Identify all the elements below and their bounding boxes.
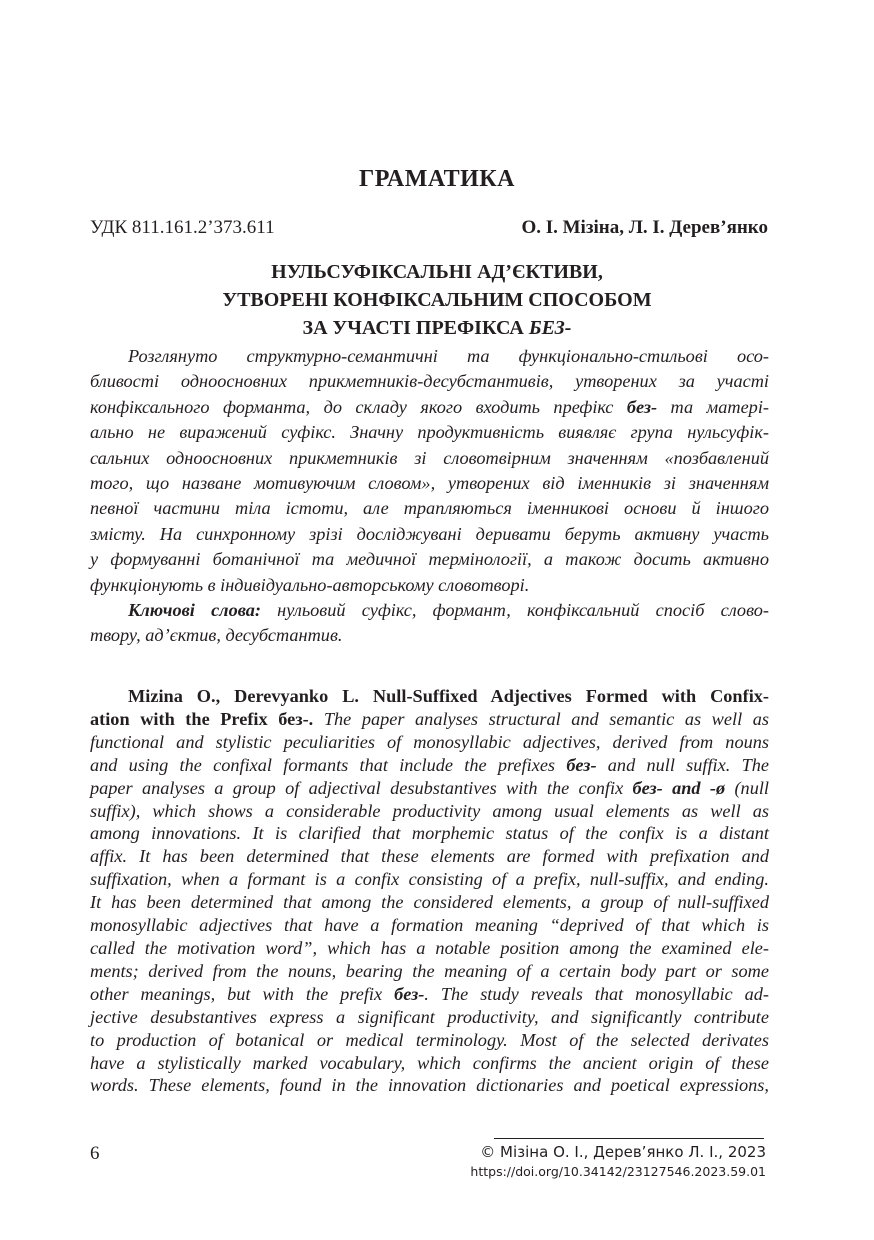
text-segment: suffix), which shows a considerable productivity among usual elements as well as (90, 800, 769, 821)
text-segment: функціонують в індивідуально-авторському словотворі. (90, 574, 530, 595)
section-heading: ГРАМАТИКА (359, 166, 515, 192)
text-line (90, 754, 769, 777)
text-line (90, 420, 769, 445)
text-line (90, 344, 769, 369)
text-segment: functional and stylistic peculiarities of monosyllabic adjectives, derived from nouns (90, 731, 769, 752)
text-segment: jective desubstantives express a significant productivity, and significantly contribute (90, 1006, 769, 1027)
text-line (90, 800, 769, 823)
page-number: 6 (90, 1143, 100, 1164)
text-segment: have a stylistically marked vocabulary, which confirms the ancient origin of these (90, 1052, 769, 1073)
text-line (90, 822, 769, 845)
doi-link[interactable]: https://doi.org/10.34142/23127546.2023.59.01 (470, 1164, 766, 1179)
text-segment: у формуванні ботанічної та медичної термінології, а також досить активно (90, 549, 769, 570)
text-line (90, 937, 769, 960)
text-line (90, 777, 769, 800)
title-line: НУЛЬСУФІКСАЛЬНІ АД’ЄКТИВИ, (271, 261, 603, 283)
abstract-english (90, 685, 769, 1097)
text-line (90, 891, 769, 914)
text-segment: того, що назване мотивуючим словом», утворених від іменників зі значенням (90, 473, 769, 494)
text-segment: It has been determined that among the considered elements, a group of null-suffixed (90, 892, 769, 913)
text-segment: (null (725, 777, 769, 798)
text-segment: конфіксального форманта, до складу якого входить префікс (90, 396, 627, 417)
text-segment: . The study reveals that monosyllabic ad- (424, 983, 769, 1004)
copyright-notice: © Мізіна О. І., Дерев’янко Л. І., 2023 (480, 1143, 766, 1161)
text-line (90, 496, 769, 521)
title-line: УТВОРЕНІ КОНФІКСАЛЬНИМ СПОСОБОМ (222, 289, 652, 311)
abstract-ukrainian (90, 344, 769, 649)
text-segment: твору, ад’єктив, десубстантив. (90, 625, 343, 646)
text-segment: нульовий суфікс, формант, конфіксальний спосіб слово- (260, 600, 769, 621)
text-line (90, 522, 769, 547)
text-segment: ально не виражений суфікс. Значну продуктивність виявляє група нульсуфік- (90, 422, 769, 443)
footer-divider (494, 1138, 764, 1139)
text-line (90, 369, 769, 394)
text-segment: called the motivation word”, which has a notable position among the examined ele- (90, 937, 769, 958)
title-line (0, 314, 874, 342)
text-segment: та матері- (657, 396, 769, 417)
udk-code: УДК 811.161.2’373.611 (90, 217, 275, 238)
emphasis-segment: Mizina O., Derevyanko L. Null-Suffixed Adjectives Formed with Confix- (128, 686, 769, 706)
text-line (90, 573, 769, 598)
article-title (0, 258, 874, 342)
text-line (90, 1074, 769, 1097)
article-authors: О. І. Мізіна, Л. І. Дерев’янко (521, 217, 768, 238)
text-line (90, 471, 769, 496)
text-line (90, 598, 769, 623)
text-line (90, 914, 769, 937)
text-segment: and using the confixal formants that include the prefixes (90, 754, 567, 775)
text-line (90, 547, 769, 572)
text-segment: змісту. На синхронному зрізі досліджувані деривати беруть активну участь (90, 523, 769, 544)
text-line (90, 446, 769, 471)
text-line (90, 983, 769, 1006)
text-line (90, 623, 769, 648)
emphasis-segment: без- (394, 983, 425, 1004)
text-segment: The paper analyses structural and semantic as well as (313, 708, 769, 729)
text-segment: певної частини тіла істоти, але трапляються іменникові основи й іншого (90, 498, 769, 519)
emphasis-segment: без- and -ø (632, 777, 726, 798)
text-segment: сальних одноосновних прикметників зі словотвірним значенням «позбавлений (90, 447, 769, 468)
emphasis-segment: без- (566, 754, 597, 775)
emphasis-segment: Ключові слова: (128, 600, 261, 621)
text-line (90, 1006, 769, 1029)
text-segment: and null suffix. The (596, 754, 769, 775)
text-segment: affix. It has been determined that these elements are formed with prefixation and (90, 846, 769, 867)
text-line (90, 960, 769, 983)
text-segment: monosyllabic adjectives that have a formation meaning “deprived of that which is (90, 915, 769, 936)
text-line (90, 845, 769, 868)
text-line (90, 395, 769, 420)
text-segment: words. These elements, found in the innovation dictionaries and poetical expressions, (90, 1075, 769, 1096)
text-segment: ments; derived from the nouns, bearing the meaning of a certain body part or some (90, 960, 769, 981)
text-line (90, 685, 769, 708)
title-prefix-italic: БЕЗ- (528, 317, 572, 339)
text-line (90, 708, 769, 731)
text-segment: other meanings, but with the prefix (90, 983, 395, 1004)
text-line (90, 1052, 769, 1075)
text-segment: to production of botanical or medical terminology. Most of the selected derivates (90, 1029, 769, 1050)
text-line (90, 868, 769, 891)
emphasis-segment: ation with the Prefix без-. (90, 708, 314, 729)
text-segment: бливості одноосновних прикметників-десубстантивів, утворених за участі (90, 371, 769, 392)
emphasis-segment: без- (626, 396, 658, 417)
title-text: ЗА УЧАСТІ ПРЕФІКСА (302, 317, 529, 339)
text-segment: among innovations. It is clarified that morphemic status of the confix is a distant (90, 823, 769, 844)
text-segment: paper analyses a group of adjectival desubstantives with the confix (90, 777, 633, 798)
text-line (90, 731, 769, 754)
text-segment: Розглянуто структурно-семантичні та функціонально-стильові осо- (128, 346, 769, 366)
text-line (90, 1029, 769, 1052)
text-segment: suffixation, when a formant is a confix consisting of a prefix, null-suffix, and ending. (90, 869, 769, 890)
